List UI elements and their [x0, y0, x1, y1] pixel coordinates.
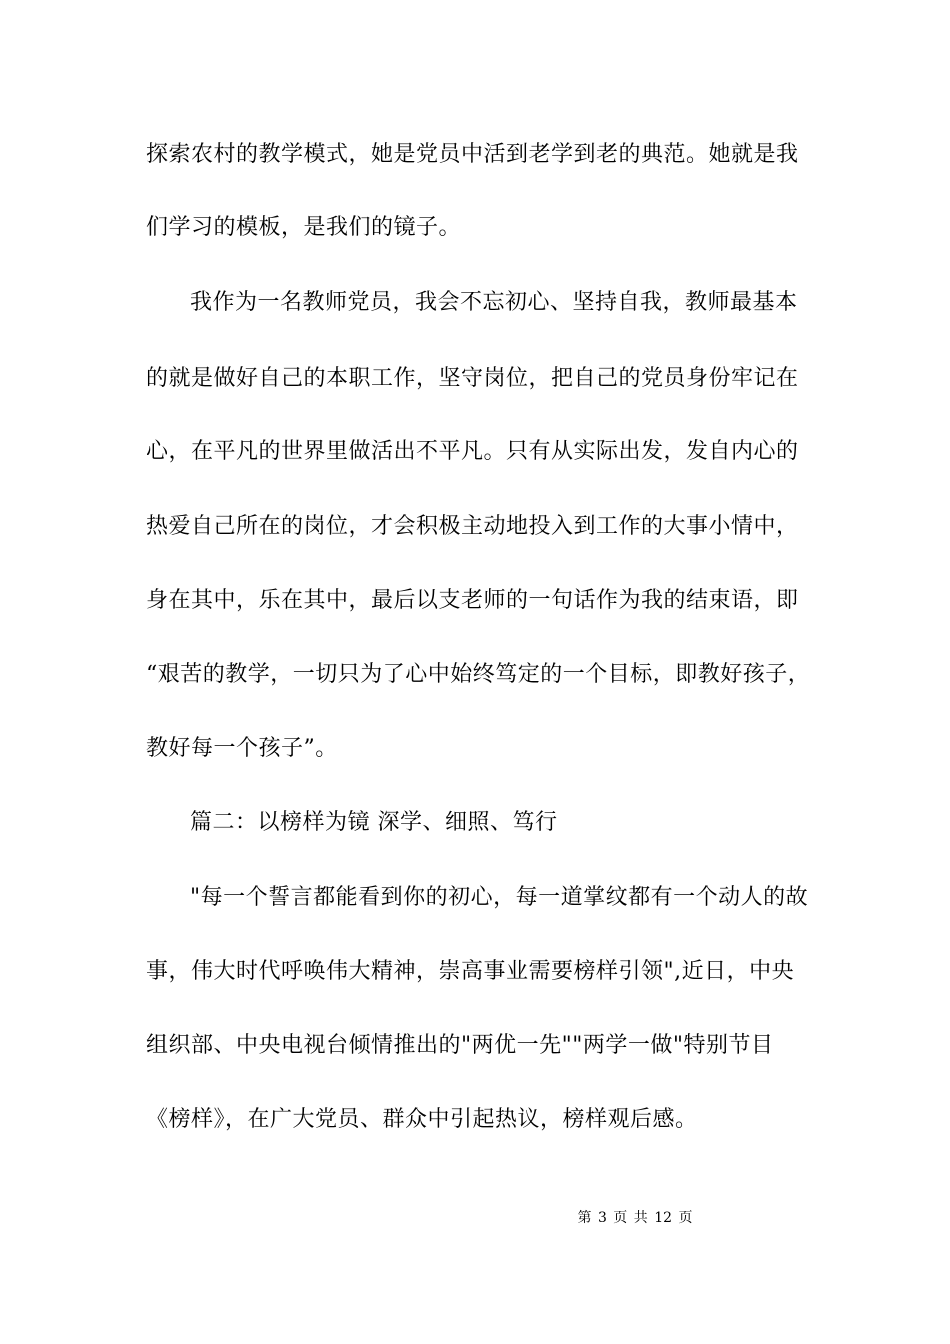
- section-heading: 篇二：以榜样为镜 深学、细照、笃行: [190, 810, 558, 835]
- text-line: 教好每一个孩子”。: [146, 736, 338, 761]
- text-line: 的就是做好自己的本职工作，坚守岗位，把自己的党员身份牢记在: [146, 366, 799, 391]
- text-line: 热爱自己所在的岗位，才会积极主动地投入到工作的大事小情中，: [146, 514, 799, 539]
- page-footer: [0, 1208, 950, 1228]
- text-line: 身在其中，乐在其中，最后以支老师的一句话作为我的结束语，即: [146, 588, 799, 613]
- paragraph-start-line: 我作为一名教师党员，我会不忘初心、坚持自我，教师最基本: [190, 290, 798, 315]
- page-number: 第 3 页 共 12 页: [577, 1210, 693, 1226]
- text-line: 们学习的模板，是我们的镜子。: [146, 215, 462, 240]
- paragraph-start-line: "每一个誓言都能看到你的初心，每一道掌纹都有一个动人的故: [190, 885, 809, 910]
- text-line: 心，在平凡的世界里做活出不平凡。只有从实际出发，发自内心的: [146, 439, 799, 464]
- text-line: 探索农村的教学模式，她是党员中活到老学到老的典范。她就是我: [146, 142, 799, 167]
- text-line: “艰苦的教学，一切只为了心中始终笃定的一个目标，即教好孩子，: [146, 662, 811, 687]
- text-line: 《榜样》，在广大党员、群众中引起热议，榜样观后感。: [146, 1107, 698, 1132]
- text-line: 事，伟大时代呼唤伟大精神，崇高事业需要榜样引领",近日，中央: [146, 959, 795, 984]
- text-line: 组织部、中央电视台倾情推出的"两优一先""两学一做"特别节目: [146, 1033, 774, 1058]
